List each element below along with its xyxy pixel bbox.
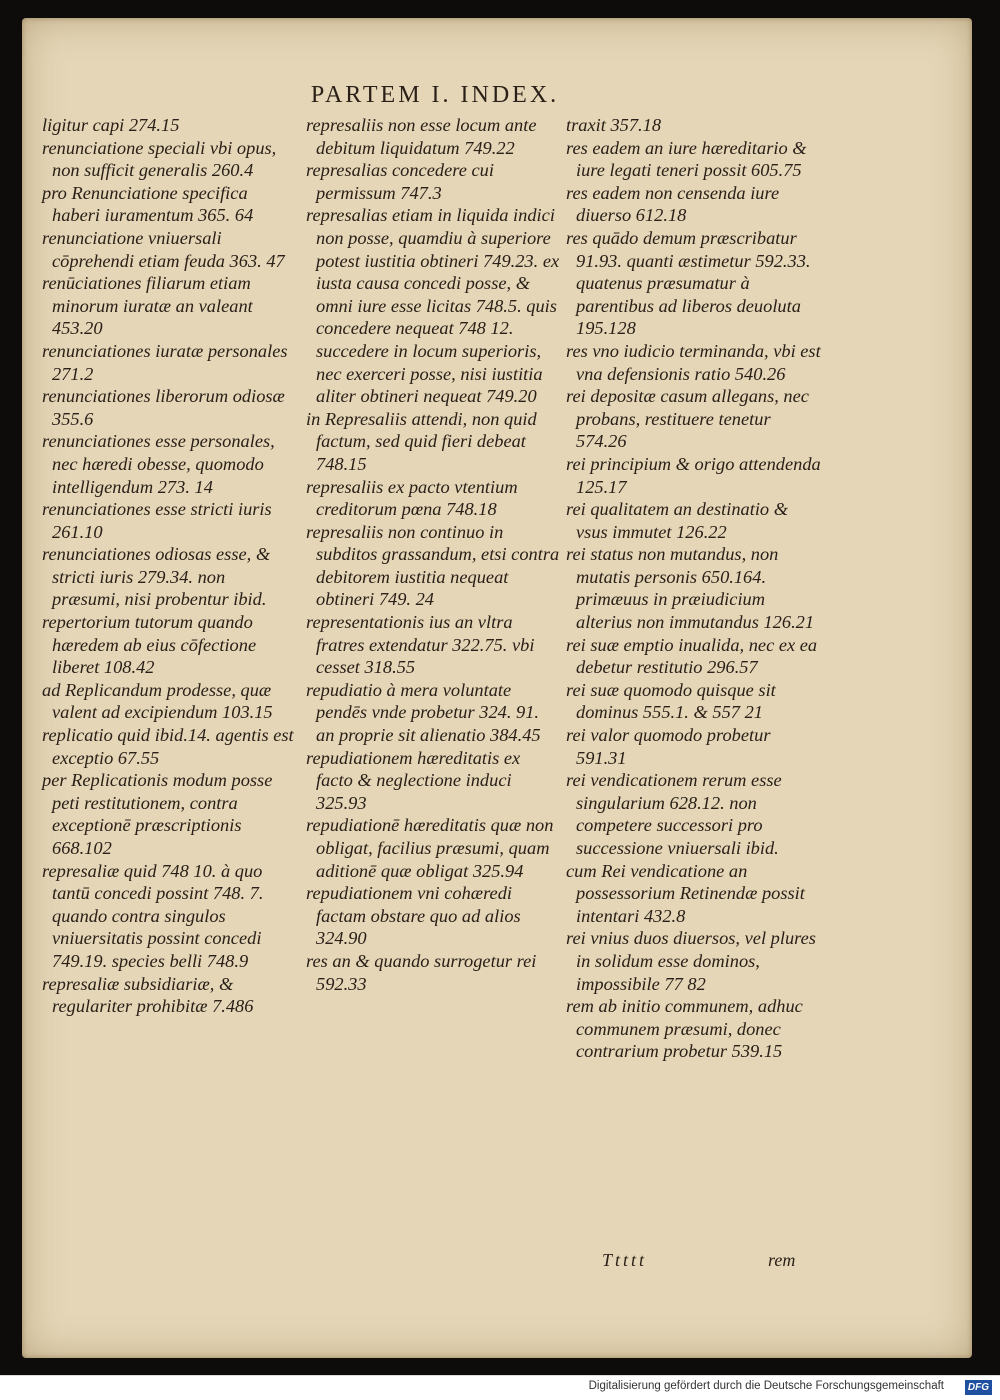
index-entry: ligitur capi 274.15 (42, 115, 180, 135)
index-column-3 (566, 114, 824, 1063)
index-entry: represalias etiam in liquida indici non posse, quamdiu à superiore potest iustitia obtineri 749.23. ex iusta causa concedi posse, & omni iure esse licitas 748.5. quis concedere nequeat 748 12. succedere in locum superioris, nec exerceri posse, nisi iustitia aliter obtineri nequeat 749.20 (306, 205, 560, 407)
index-column-1 (42, 114, 295, 1018)
index-entry: cum Rei vendicatione an possessorium Retinendæ possit intentari 432.8 (566, 860, 805, 926)
signature-mark: Ttttt (602, 1250, 648, 1270)
index-entry: replicatio quid ibid.14. agentis est exceptio 67.55 (42, 725, 294, 768)
dfg-logo-icon: DFG (965, 1380, 992, 1395)
index-entry: rei status non mutandus, non mutatis personis 650.164. primæuus in præiudicium alterius non immutandus 126.21 (566, 544, 815, 633)
index-entry: ad Replicandum prodesse, quæ valent ad excipiendum 103.15 (42, 679, 273, 723)
index-entry: pro Renunciatione specifica haberi iuramentum 365. 64 (42, 182, 254, 226)
index-entry: renunciationes odiosas esse, & stricti iuris 279.34. non præsumi, nisi probentur ibid. (42, 544, 271, 610)
index-entry: rei suæ quomodo quisque sit dominus 555.1. & 557 21 (566, 679, 776, 723)
index-entry: repudiationem hæreditatis ex facto & neglectione induci 325.93 (306, 747, 521, 813)
index-entry: renunciationes iuratæ personales 271.2 (42, 340, 288, 384)
index-entry: represaliis ex pacto vtentium creditorum pœna 748.18 (306, 476, 518, 520)
index-entry: per Replicationis modum posse peti restitutionem, contra exceptionē præscriptionis 668.102 (42, 770, 273, 858)
index-entry: rei qualitatem an destinatio & vsus immutet 126.22 (566, 499, 789, 542)
index-entry: traxit 357.18 (566, 115, 662, 135)
index-entry: in Represaliis attendi, non quid factum, sed quid fieri debeat 748.15 (306, 408, 537, 474)
index-entry: repertorium tutorum quando hæredem ab eius cōfectione liberet 108.42 (42, 612, 257, 678)
index-entry: repudiationem vni cohæredi factam obstare quo ad alios 324.90 (306, 883, 521, 949)
index-entry: renūciationes filiarum etiam minorum iuratæ an valeant 453.20 (42, 273, 253, 339)
index-entry: repudiationē hæreditatis quæ non obligat, facilius præsumi, quam aditionē quæ obligat 325.94 (306, 815, 554, 881)
index-entry: res eadem non censenda iure diuerso 612.18 (566, 182, 780, 226)
index-entry: renunciatione vniuersali cōprehendi etiam feuda 363. 47 (42, 227, 285, 271)
index-entry: rei depositæ casum allegans, nec probans, restituere tenetur 574.26 (566, 386, 809, 452)
index-entry: rei suæ emptio inualida, nec ex ea debetur restitutio 296.57 (566, 634, 818, 678)
index-entry: represalias concedere cui permissum 747.3 (306, 160, 494, 203)
footer-credit: Digitalisierung gefördert durch die Deutsche Forschungsgemeinschaft (588, 1380, 944, 1392)
index-entry: renunciatione speciali vbi opus, non sufficit generalis 260.4 (42, 137, 277, 181)
index-entry: rei vnius duos diuersos, vel plures in solidum esse dominos, impossibile 77 82 (566, 928, 816, 994)
index-column-2 (306, 114, 561, 995)
digitization-footer (0, 1375, 1000, 1400)
index-entry: res eadem an iure hæreditario & iure legati teneri possit 605.75 (566, 137, 807, 181)
index-entry: renunciationes esse stricti iuris 261.10 (42, 499, 272, 542)
index-entry: represaliis non continuo in subditos grassandum, etsi contra debitorem iustitia nequeat obtineri 749. 24 (306, 521, 560, 610)
index-entry: res an & quando surrogetur rei 592.33 (306, 950, 537, 994)
index-entry: rei vendicationem rerum esse singularium 628.12. non competere successori pro successione vniuersali ibid. (566, 770, 782, 858)
index-entry: representationis ius an vltra fratres extendatur 322.75. vbi cesset 318.55 (306, 612, 535, 678)
index-entry: represaliæ quid 748 10. à quo tantū concedi possint 748. 7. quando contra singulos vniuersitatis possint concedi 749.19. species belli 748.9 (42, 860, 264, 971)
catchword: rem (768, 1250, 796, 1270)
index-entry: rei principium & origo attendenda 125.17 (566, 453, 821, 497)
page-header: PARTEM I. INDEX. (310, 82, 560, 108)
index-entry: rei valor quomodo probetur 591.31 (566, 725, 771, 768)
index-entry: res quādo demum præscribatur 91.93. quanti æstimetur 592.33. quatenus præsumatur à parentibus ad liberos deuoluta 195.128 (566, 227, 811, 339)
index-entry: represaliæ subsidiariæ, & regulariter prohibitæ 7.486 (42, 973, 254, 1017)
index-entry: repudiatio à mera voluntate pendēs vnde probetur 324. 91. an proprie sit alienatio 384.45 (306, 679, 541, 746)
index-entry: represaliis non esse locum ante debitum liquidatum 749.22 (306, 115, 537, 158)
index-entry: res vno iudicio terminanda, vbi est vna defensionis ratio 540.26 (566, 340, 821, 384)
index-entry: rem ab initio communem, adhuc communem præsumi, donec contrarium probetur 539.15 (566, 996, 803, 1062)
index-entry: renunciationes liberorum odiosæ 355.6 (42, 386, 285, 429)
index-entry: renunciationes esse personales, nec hæredi obesse, quomodo intelligendum 273. 14 (42, 431, 275, 497)
